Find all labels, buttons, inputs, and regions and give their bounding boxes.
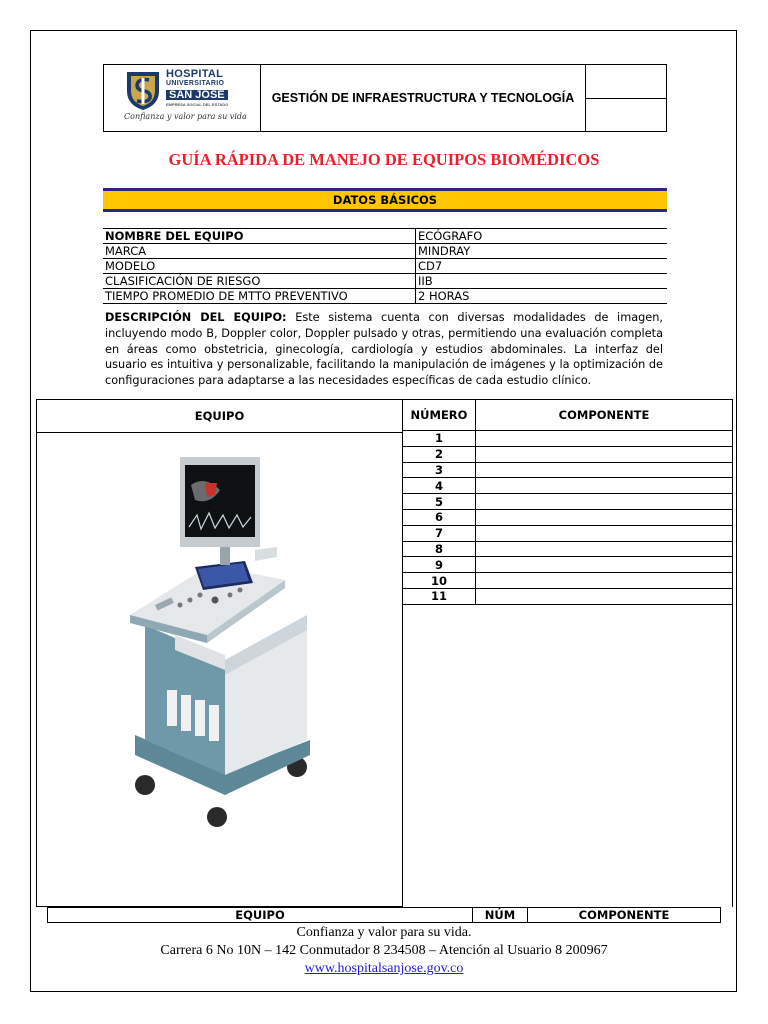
row-number: 6	[403, 509, 476, 525]
row-component	[476, 494, 733, 510]
footer-equipo-header: EQUIPO	[48, 908, 473, 923]
document-header	[103, 64, 667, 132]
basic-key: CLASIFICACIÓN DE RIESGO	[103, 274, 416, 289]
footer-num-header: NÚM	[473, 908, 528, 923]
footer-website-line	[0, 960, 768, 978]
table-row	[103, 259, 667, 274]
table-row	[403, 478, 733, 494]
logo-line-hospital: HOSPITAL	[166, 68, 224, 80]
row-component	[476, 462, 733, 478]
row-number: 1	[403, 431, 476, 447]
table-row	[403, 494, 733, 510]
row-number: 5	[403, 494, 476, 510]
header-title: GESTIÓN DE INFRAESTRUCTURA Y TECNOLOGÍA	[261, 65, 586, 131]
table-row	[403, 509, 733, 525]
logo-line-ese: EMPRESA SOCIAL DEL ESTADO	[166, 102, 229, 107]
footer-address: Carrera 6 No 10N – 142 Conmutador 8 234508 – Atención al Usuario 8 200967	[160, 943, 608, 958]
table-row	[403, 525, 733, 541]
row-number: 3	[403, 462, 476, 478]
table-header-row	[48, 908, 721, 923]
table-row	[103, 274, 667, 289]
basic-value: 2 HORAS	[416, 289, 668, 304]
basic-key: NOMBRE DEL EQUIPO	[103, 229, 416, 244]
logo-line-san-jose: SAN JOSE	[166, 90, 228, 100]
components-table	[402, 399, 733, 605]
hospital-shield-logo-icon	[124, 69, 162, 111]
table-row	[103, 244, 667, 259]
row-component	[476, 446, 733, 462]
basic-key: MARCA	[103, 244, 416, 259]
table-row	[403, 541, 733, 557]
table-row	[103, 289, 667, 304]
equipo-header: EQUIPO	[37, 400, 402, 433]
table-row	[403, 431, 733, 447]
description-label: DESCRIPCIÓN DEL EQUIPO:	[105, 311, 287, 324]
row-component	[476, 573, 733, 589]
basic-key: TIEMPO PROMEDIO DE MTTO PREVENTIVO	[103, 289, 416, 304]
basic-key: MODELO	[103, 259, 416, 274]
basic-value: ECÓGRAFO	[416, 229, 668, 244]
numero-header: NÚMERO	[403, 400, 476, 431]
row-component	[476, 525, 733, 541]
header-code-top	[586, 65, 666, 99]
basic-value: MINDRAY	[416, 244, 668, 259]
table-row	[403, 462, 733, 478]
row-component	[476, 541, 733, 557]
row-component	[476, 431, 733, 447]
row-number: 8	[403, 541, 476, 557]
website-link[interactable]: www.hospitalsanjose.gov.co	[304, 961, 464, 976]
components-empty-area	[402, 604, 733, 907]
logo-text	[166, 69, 228, 110]
footer-componente-header: COMPONENTE	[528, 908, 721, 923]
table-row	[403, 557, 733, 573]
row-number: 4	[403, 478, 476, 494]
logo-slogan: Confianza y valor para su vida	[124, 112, 247, 121]
logo-cell	[104, 65, 261, 131]
logo-line-universitario: UNIVERSITARIO	[166, 80, 225, 87]
equipment-description	[105, 310, 663, 389]
row-number: 10	[403, 573, 476, 589]
section-band: DATOS BÁSICOS	[103, 188, 667, 212]
row-number: 11	[403, 588, 476, 604]
row-component	[476, 509, 733, 525]
row-number: 2	[403, 446, 476, 462]
table-header-row	[403, 400, 733, 431]
table-row	[403, 446, 733, 462]
basic-data-table	[103, 228, 667, 304]
row-component	[476, 588, 733, 604]
row-number: 7	[403, 525, 476, 541]
componente-header: COMPONENTE	[476, 400, 733, 431]
basic-value: IIB	[416, 274, 668, 289]
main-title: GUÍA RÁPIDA DE MANEJO DE EQUIPOS BIOMÉDICOS	[168, 150, 600, 169]
table-row	[403, 588, 733, 604]
footer-header-table	[47, 907, 721, 923]
table-row	[103, 229, 667, 244]
footer-slogan: Confianza y valor para su vida.	[296, 925, 472, 940]
table-row	[403, 573, 733, 589]
row-component	[476, 478, 733, 494]
description-text: Este sistema cuenta con diversas modalidades de imagen, incluyendo modo B, Doppler color, Doppler pulsado y otras, permitiendo una evaluación completa en áreas como obstetricia, ginecología, cardiología y estudios abdominales. La interfaz del usuario es intuitiva y personalizable, facilitando la manipulación de imágenes y la optimización de configuraciones para adaptarse a las necesidades específicas de cada estudio clínico.	[105, 311, 663, 388]
row-number: 9	[403, 557, 476, 573]
basic-value: CD7	[416, 259, 668, 274]
row-component	[476, 557, 733, 573]
ultrasound-machine-image	[125, 455, 325, 835]
header-code-cell	[586, 65, 666, 131]
header-code-bottom	[586, 99, 666, 132]
